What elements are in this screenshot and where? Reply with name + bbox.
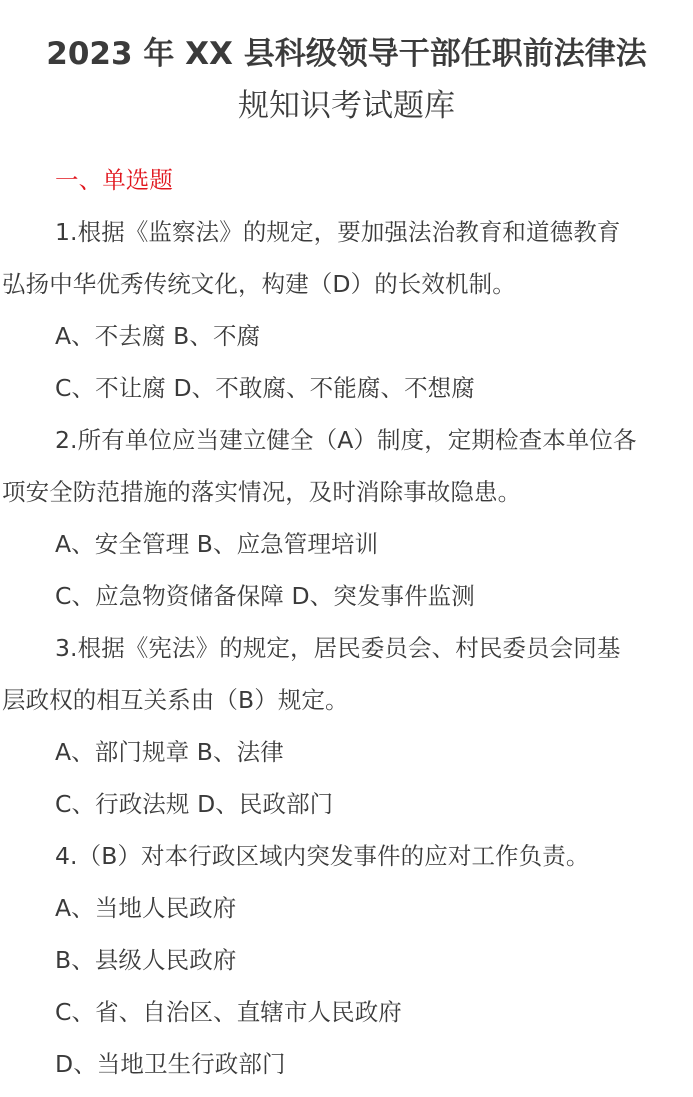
question-4-option-a: A、当地人民政府 (55, 894, 237, 922)
title-line-2: 规知识考试题库 (238, 88, 455, 124)
question-1-options-cd: C、不让腐 D、不敢腐、不能腐、不想腐 (55, 374, 475, 402)
question-4-stem: 4.（B）对本行政区域内突发事件的应对工作负责。 (55, 842, 590, 870)
question-2-options-ab: A、安全管理 B、应急管理培训 (55, 530, 379, 558)
document-title (0, 28, 693, 132)
question-2-stem-line-1: 2.所有单位应当建立健全（A）制度，定期检查本单位各 (55, 426, 637, 454)
question-1-options-ab: A、不去腐 B、不腐 (55, 322, 261, 350)
question-1-stem-line-1: 1.根据《监察法》的规定，要加强法治教育和道德教育 (55, 218, 621, 246)
title-line-1: 2023 年 XX 县科级领导干部任职前法律法 (46, 36, 647, 72)
question-2-options-cd: C、应急物资储备保障 D、突发事件监测 (55, 582, 475, 610)
question-1-stem-line-2: 弘扬中华优秀传统文化，构建（D）的长效机制。 (2, 270, 516, 298)
question-4-option-b: B、县级人民政府 (55, 946, 237, 974)
question-3-options-ab: A、部门规章 B、法律 (55, 738, 284, 766)
question-3-stem-line-2: 层政权的相互关系由（B）规定。 (2, 686, 349, 714)
question-3-options-cd: C、行政法规 D、民政部门 (55, 790, 334, 818)
section-heading: 一、单选题 (55, 166, 173, 194)
document-body (0, 154, 693, 1090)
question-3-stem-line-1: 3.根据《宪法》的规定，居民委员会、村民委员会同基 (55, 634, 621, 662)
question-2-stem-line-2: 项安全防范措施的落实情况，及时消除事故隐患。 (2, 478, 522, 506)
question-4-option-d: D、当地卫生行政部门 (55, 1050, 286, 1078)
question-4-option-c: C、省、自治区、直辖市人民政府 (55, 998, 402, 1026)
